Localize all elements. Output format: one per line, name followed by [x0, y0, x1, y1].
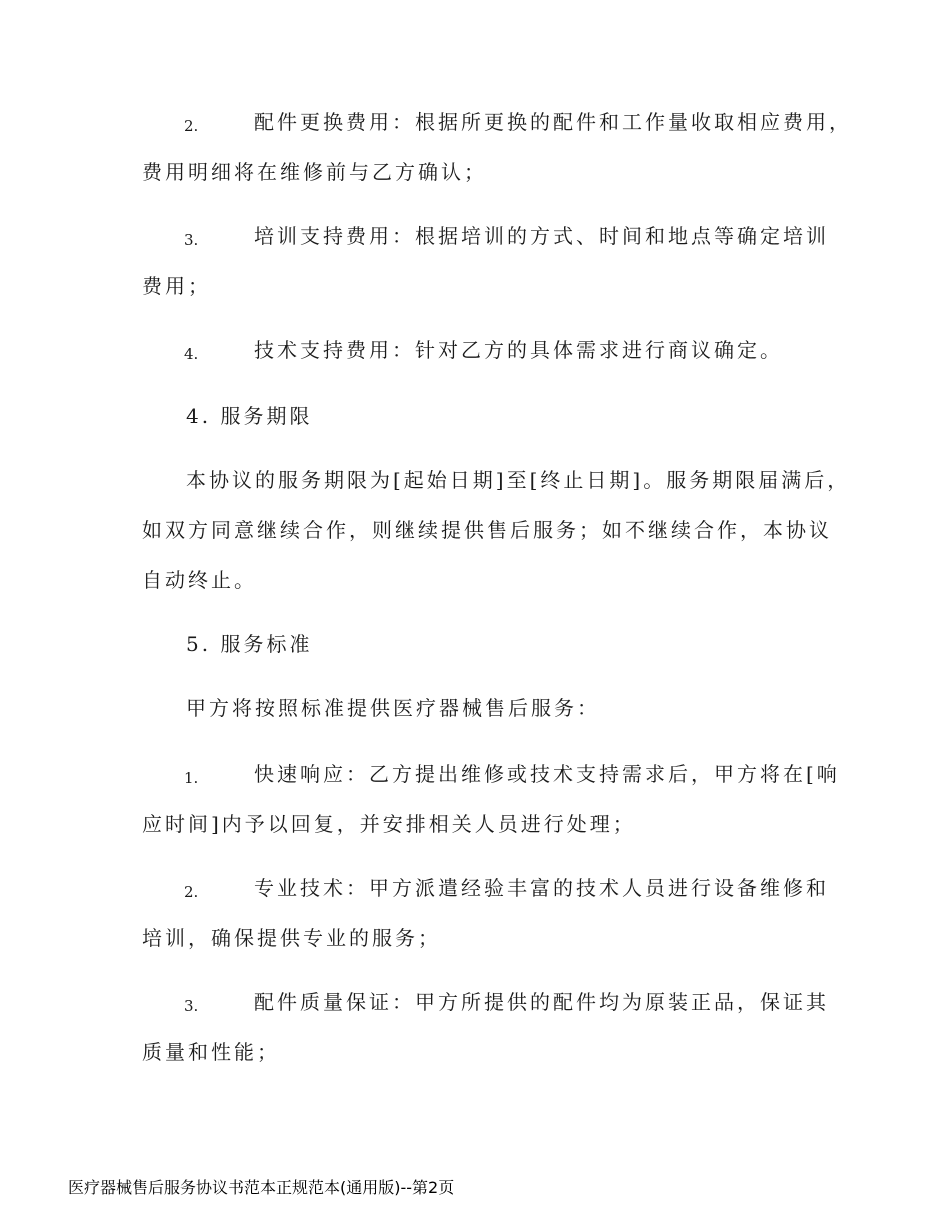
list-item-text: 快速响应：乙方提出维修或技术支持需求后，甲方将在[响 [254, 762, 840, 786]
list-item-text: 培训支持费用：根据培训的方式、时间和地点等确定培训 [254, 224, 829, 248]
page-footer: 医疗器械售后服务协议书范本正规范本(通用版)--第2页 [68, 1178, 455, 1197]
list-item-text: 技术支持费用：针对乙方的具体需求进行商议确定。 [254, 338, 783, 362]
section-heading-service-term: 4. 服务期限 [186, 404, 313, 428]
list-item-text-continued: 质量和性能； [142, 1040, 280, 1064]
list-item-text-continued: 应时间]内予以回复，并安排相关人员进行处理； [142, 812, 636, 836]
list-item-text-continued: 培训，确保提供专业的服务； [142, 926, 441, 950]
list-number: 3. [184, 231, 199, 249]
paragraph-line: 本协议的服务期限为[起始日期]至[终止日期]。服务期限届满后， [186, 468, 851, 492]
list-number: 4. [184, 345, 199, 363]
list-item-text-continued: 费用明细将在维修前与乙方确认； [142, 160, 487, 184]
paragraph-intro: 甲方将按照标准提供医疗器械售后服务： [186, 696, 600, 720]
section-heading-service-standard: 5. 服务标准 [186, 632, 313, 656]
list-number: 1. [184, 769, 199, 787]
list-number: 2. [184, 883, 199, 901]
list-number: 2. [184, 117, 199, 135]
paragraph-line: 如双方同意继续合作，则继续提供售后服务；如不继续合作，本协议 [142, 518, 832, 542]
paragraph-line: 自动终止。 [142, 568, 257, 592]
list-item-text: 专业技术：甲方派遣经验丰富的技术人员进行设备维修和 [254, 876, 829, 900]
list-item-text: 配件质量保证：甲方所提供的配件均为原装正品，保证其 [254, 990, 829, 1014]
list-number: 3. [184, 997, 199, 1015]
list-item-text-continued: 费用； [142, 274, 211, 298]
list-item-text: 配件更换费用：根据所更换的配件和工作量收取相应费用， [254, 110, 852, 134]
